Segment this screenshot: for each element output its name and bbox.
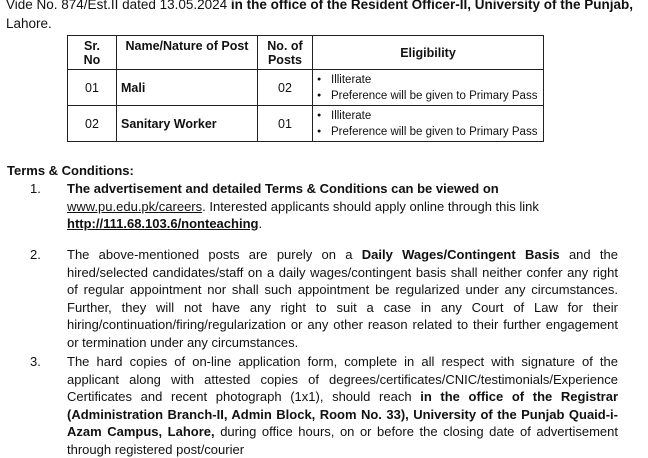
intro-office: in the office of the Resident Officer-II, University of the Punjab, — [227, 0, 633, 12]
careers-link[interactable]: www.pu.edu.pk/careers — [67, 198, 203, 214]
row-post-name: Sanitary Worker — [117, 106, 258, 142]
row-sr: 01 — [68, 70, 117, 106]
term-number: 1. — [30, 181, 41, 196]
table-row — [68, 106, 544, 142]
header-sr-no: Sr. No — [68, 36, 117, 70]
intro-reference: Vide No. 874/Est.II dated 13.05.2024 — [6, 0, 228, 12]
posts-table — [67, 35, 544, 142]
row-eligibility — [313, 70, 544, 106]
term-text: The hard copies of on-line application form, complete in all respect with signature of the applicant along with attested copies of degrees/certificates/CNIC/testimonials/Experience Certificates and recent photograph (1x1), should reach in the office of the Registrar (Administration Branch-II, Admin Block, Room No. 33), University of the Punjab Quaid-i-Azam Campus, Lahore, during office hours, on or before the closing date of advertisement through registered post/courier — [67, 354, 618, 457]
eligibility-item: ● Illiterate — [317, 72, 539, 88]
eligibility-item: ● Preference will be given to Primary Pass — [317, 88, 539, 104]
row-posts-count: 01 — [258, 106, 313, 142]
intro-paragraph — [6, 0, 642, 33]
header-eligibility: Eligibility — [313, 36, 544, 70]
eligibility-item: ● Illiterate — [317, 108, 539, 124]
header-no-of-posts: No. of Posts — [258, 36, 313, 70]
term-number: 2. — [30, 247, 41, 262]
table-row — [68, 70, 544, 106]
intro-city: Lahore. — [6, 16, 52, 31]
header-post-name: Name/Nature of Post — [117, 36, 258, 70]
table-header-row — [68, 36, 544, 70]
term-number: 3. — [30, 354, 41, 369]
row-eligibility — [313, 106, 544, 142]
row-post-name: Mali — [117, 70, 258, 106]
term-text: The above-mentioned posts are purely on a Daily Wages/Contingent Basis and the hired/selected candidates/staff on a daily wages/contingent basis shall neither confer any right of regular appointment nor shall such appointment be regularized under any circumstances. Further, they will not have any right to suit a case in any Court of Law for their hiring/continuation/firing/regularization or any other reason related to their further engagement or termination under any circumstances. — [67, 247, 618, 350]
row-sr: 02 — [68, 106, 117, 142]
nonteaching-link[interactable]: http://111.68.103.6/nonteaching — [67, 216, 259, 231]
eligibility-item: ● Preference will be given to Primary Pass — [317, 124, 539, 140]
row-posts-count: 02 — [258, 70, 313, 106]
terms-heading: Terms & Conditions: — [7, 163, 134, 178]
term-text: The advertisement and detailed Terms & Conditions can be viewed on www.pu.edu.pk/careers. Interested applicants should apply online through this link http://111.68.103.6/nonteaching. — [67, 181, 539, 231]
